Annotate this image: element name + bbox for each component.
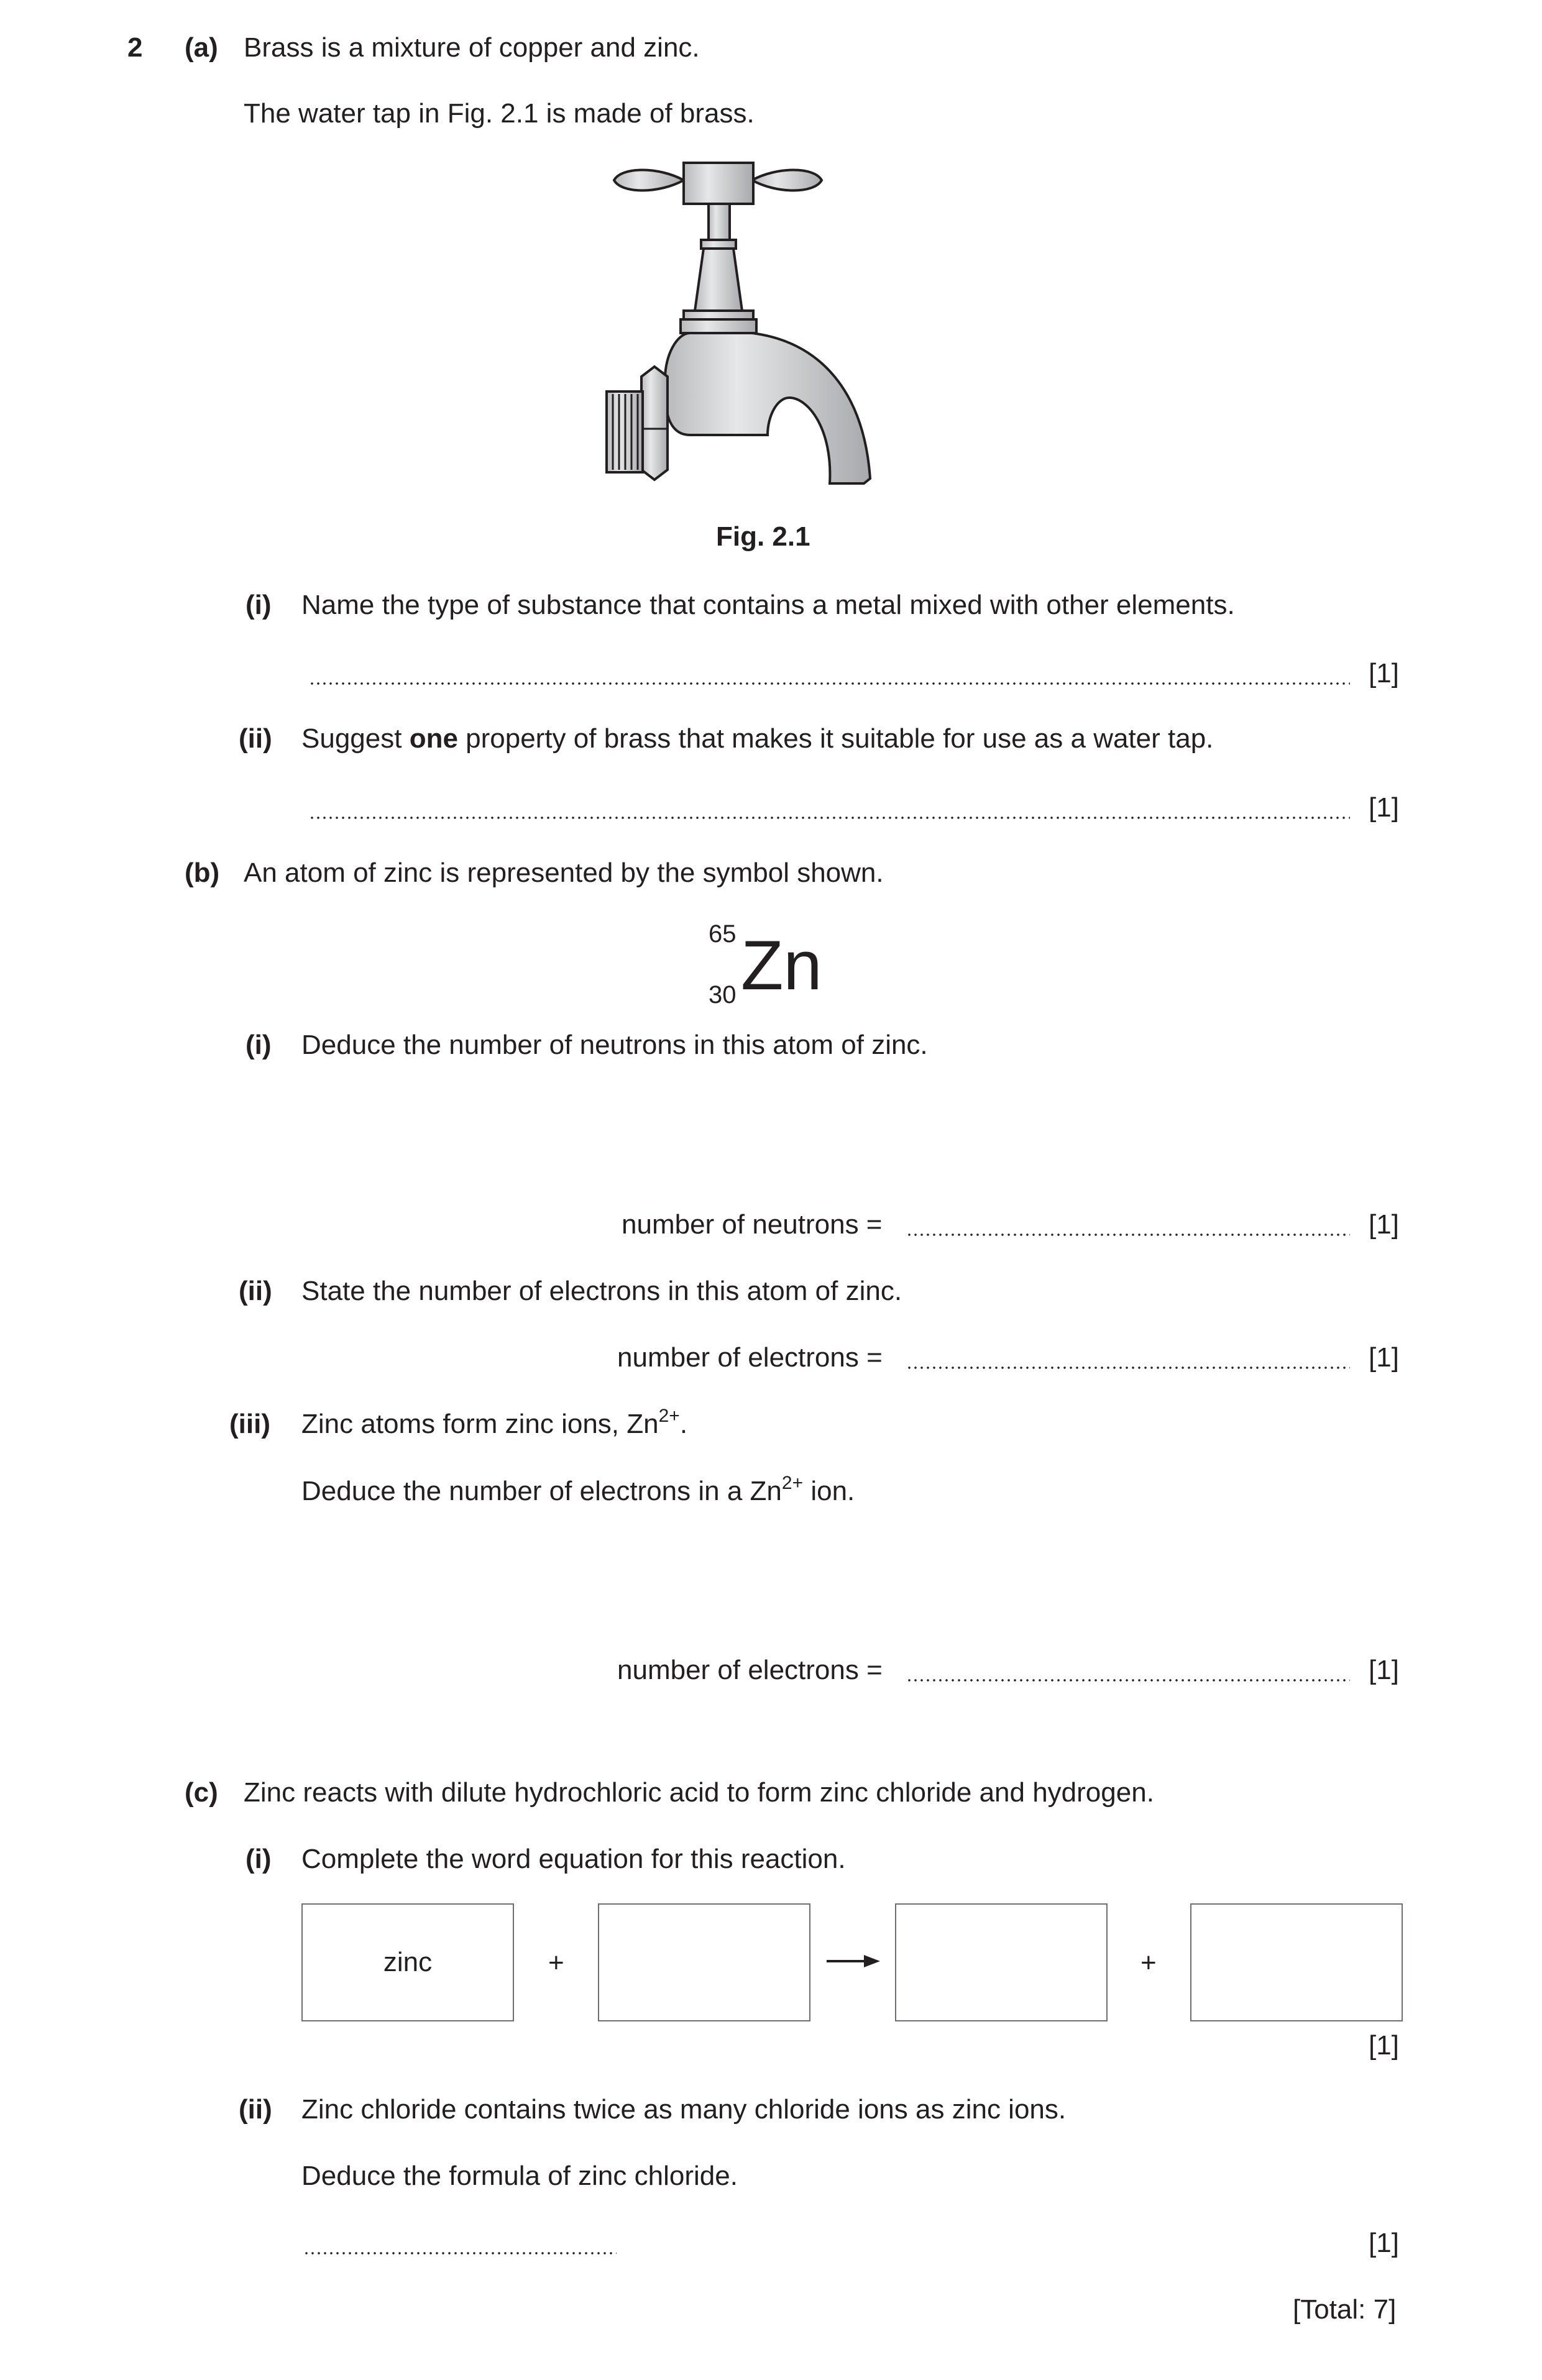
atomic-number: 30 [709,981,737,1009]
electrons-answer-label: number of electrons = [617,1342,883,1373]
part-a-text2: The water tap in Fig. 2.1 is made of brass. [244,98,755,129]
equation-plus-1: + [548,1947,564,1978]
mark-c-ii: [1] [1369,2228,1399,2258]
total-marks: [Total: 7] [1293,2294,1397,2325]
part-a-label: (a) [185,32,218,63]
equation-box-reactant-2[interactable] [598,1903,810,2021]
part-c-i-label: (i) [246,1844,272,1874]
mark-b-i: [1] [1369,1209,1399,1240]
mark-b-ii: [1] [1369,1342,1399,1373]
mark-a-i: [1] [1369,658,1399,689]
equation-box-product-2[interactable] [1190,1903,1403,2021]
part-c-i-text: Complete the word equation for this reaction. [301,1844,846,1874]
part-b-label: (b) [185,858,220,888]
question-number: 2 [127,32,143,63]
answer-line-b-ii[interactable] [906,1366,1350,1369]
part-a-i-text: Name the type of substance that contains a metal mixed with other elements. [301,590,1235,620]
mark-b-iii: [1] [1369,1655,1399,1685]
mark-a-ii: [1] [1369,792,1399,823]
part-a-text1: Brass is a mixture of copper and zinc. [244,32,700,63]
neutrons-answer-label: number of neutrons = [622,1209,883,1240]
element-symbol: Zn [741,927,822,1004]
mass-number: 65 [709,920,737,948]
mark-c-i: [1] [1369,2030,1399,2061]
part-a-i-label: (i) [246,590,272,620]
answer-line-b-i[interactable] [906,1233,1350,1236]
equation-box-zinc-label: zinc [383,1947,433,1977]
answer-line-b-iii[interactable] [906,1679,1350,1682]
part-b-i-label: (i) [246,1030,272,1060]
answer-line-a-ii[interactable] [309,817,1350,819]
part-b-ii-text: State the number of electrons in this atom of zinc. [301,1276,902,1306]
part-b-text: An atom of zinc is represented by the symbol shown. [244,858,884,888]
ion-electrons-answer-label: number of electrons = [617,1655,883,1685]
part-b-iii-label: (iii) [229,1409,270,1439]
part-b-ii-label: (ii) [239,1276,272,1306]
part-c-label: (c) [185,1777,218,1808]
part-b-iii-text1: Zinc atoms form zinc ions, $Zn^{2+}$. [301,1406,688,1439]
reaction-arrow-icon [827,1954,880,1969]
part-c-ii-text1: Zinc chloride contains twice as many chloride ions as zinc ions. [301,2094,1067,2125]
part-c-text: Zinc reacts with dilute hydrochloric acid to form zinc chloride and hydrogen. [244,1777,1154,1808]
answer-line-a-i[interactable] [309,682,1350,685]
figure-caption: Fig. 2.1 [716,521,810,552]
answer-line-c-ii[interactable] [303,2252,617,2254]
part-c-ii-text2: Deduce the formula of zinc chloride. [301,2161,738,2191]
part-b-i-text: Deduce the number of neutrons in this atom of zinc. [301,1030,928,1060]
part-a-ii-label: (ii) [239,723,272,754]
equation-plus-2: + [1140,1947,1157,1978]
equation-box-product-1[interactable] [895,1903,1108,2021]
part-c-ii-label: (ii) [239,2094,272,2125]
equation-box-zinc [301,1903,514,2021]
part-a-ii-text: Suggest one property of brass that makes it suitable for use as a water tap. [301,723,1214,754]
water-tap-figure [584,155,932,491]
part-b-iii-text2: Deduce the number of electrons in a $Zn^{2+}$ ion. [301,1473,855,1506]
